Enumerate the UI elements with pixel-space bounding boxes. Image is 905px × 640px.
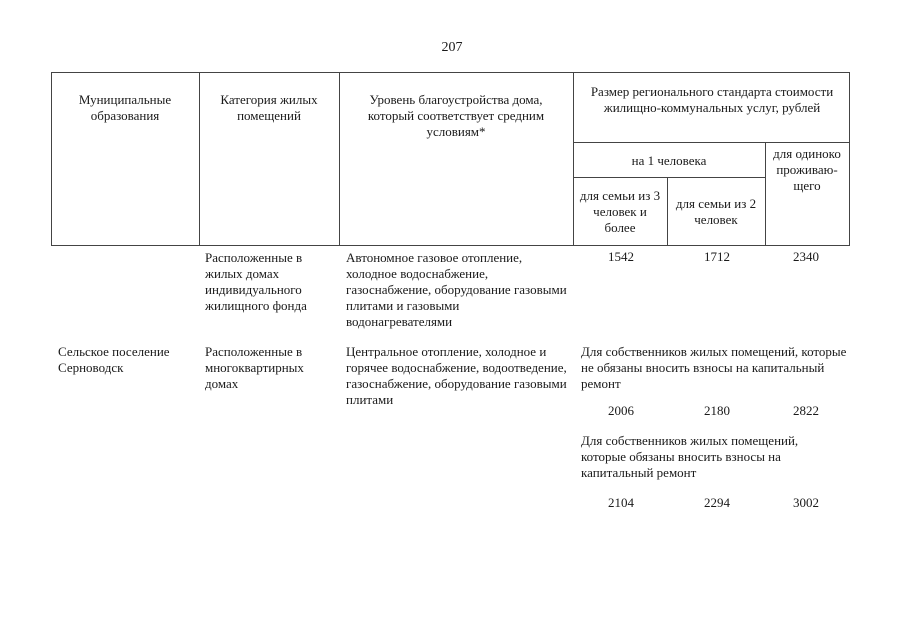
header-single: для одиноко проживаю-щего — [773, 146, 841, 193]
row2-level: Центральное отопление, холодное и горячее водоснабжение, водоотведение, газоснабжение, оборудование газовыми плитами — [346, 344, 567, 407]
col-divider-5 — [765, 142, 766, 246]
row1-value-family2: 1712 — [704, 249, 730, 264]
col-divider-1 — [199, 72, 200, 246]
row2-value2-family3: 2104 — [608, 495, 634, 510]
col-divider-3 — [573, 72, 574, 246]
col-divider-2 — [339, 72, 340, 246]
row1-value-family3: 1542 — [608, 249, 634, 264]
table-top-border — [51, 72, 849, 73]
header-bottom-border — [51, 245, 849, 246]
row2-value1-family2: 2180 — [704, 403, 730, 418]
header-per-person: на 1 человека — [631, 153, 707, 168]
header-standard: Размер регионального стандарта стоимости жилищно-коммунальных услуг, рублей — [590, 84, 834, 115]
page-number: 207 — [441, 40, 463, 55]
header-family3: для семьи из 3 человек и более — [579, 188, 661, 235]
header-category: Категория жилых помещений — [220, 92, 318, 123]
row2-municipality: Сельское поселение Серноводск — [58, 344, 170, 375]
row1-level: Автономное газовое отопление, холодное водоснабжение, газоснабжение, оборудование газовыми плитами и газовыми водонагревателями — [346, 250, 567, 329]
header-level: Уровень благоустройства дома, который соответствует средним условиям* — [367, 92, 545, 139]
header-mid-border — [573, 142, 849, 143]
row2-note-obliged: Для собственников жилых помещений, которые обязаны вносить взносы на капитальный ремонт — [581, 433, 799, 480]
row2-value1-family3: 2006 — [608, 403, 634, 418]
col-divider-4 — [667, 177, 668, 246]
row2-category: Расположенные в многоквартирных домах — [205, 344, 304, 391]
header-family2: для семьи из 2 человек — [675, 196, 757, 227]
row2-note-not-obliged: Для собственников жилых помещений, которые не обязаны вносить взносы на капитальный ремонт — [581, 344, 847, 391]
row1-value-single: 2340 — [793, 249, 819, 264]
table-right-border — [849, 72, 850, 246]
row2-value2-single: 3002 — [793, 495, 819, 510]
row1-category: Расположенные в жилых домах индивидуального жилищного фонда — [205, 250, 307, 313]
header-sub-border — [573, 177, 765, 178]
row2-value2-family2: 2294 — [704, 495, 730, 510]
header-municipality: Муниципальные образования — [78, 92, 172, 123]
table-left-border — [51, 72, 52, 246]
row2-value1-single: 2822 — [793, 403, 819, 418]
